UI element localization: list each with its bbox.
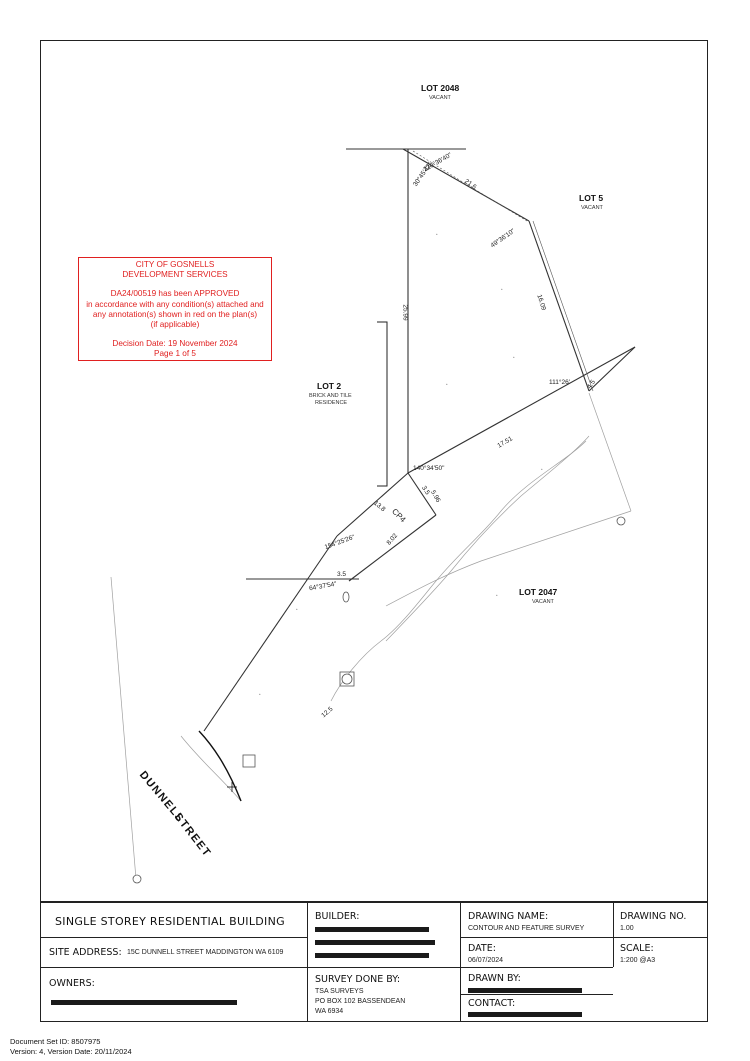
street-name-street: STREET [171,811,214,860]
drawing-name-value: CONTOUR AND FEATURE SURVEY [468,925,585,932]
site-address-value: 15C DUNNELL STREET MADDINGTON WA 6109 [127,949,284,956]
lot2-bracket [377,322,387,486]
stamp-line: Decision Date: 19 November 2024 [112,339,238,349]
document-footer [10,1037,132,1057]
drawn-by-label: DRAWN BY: [468,973,521,984]
owners-cell [41,967,307,1022]
dim-label: 111°26' [549,379,570,386]
dim-label: 140°34'50" [413,465,445,472]
dim-label: 21.6 [463,178,478,191]
spot-level: • [446,382,448,387]
setback-line-west [111,577,136,879]
stamp-line: CITY OF GOSNELLS [135,260,215,269]
date-value: 06/07/2024 [468,957,504,964]
scale-cell [613,937,707,967]
lot-2-sub1: BRICK AND TILE [309,393,352,399]
stamp-line: any annotation(s) shown in red on the plan(s) [92,309,258,319]
contour-line-1 [331,441,586,701]
title-block [41,901,707,1022]
dim-label: 3.5 [337,571,347,578]
stamp-line: in accordance with any condition(s) attached and [86,299,264,309]
contact-cell [460,994,613,1022]
dim-label: 64°37'54" [308,580,338,593]
drawing-no-value: 1.00 [620,925,634,932]
scale-label: SCALE: [620,943,654,954]
survey-line1: TSA SURVEYS [315,988,364,995]
scale-value: 1:200 @A3 [620,957,656,964]
builder-label: BUILDER: [315,911,360,922]
boundary-cp4-east [349,515,436,581]
date-label: DATE: [468,943,496,954]
survey-cell [307,967,460,1022]
spot-level: • [513,355,515,360]
dim-label: 30°45'42" [412,161,434,188]
lot-2048-sub: VACANT [429,95,451,101]
dim-label: 154°25'26" [323,533,356,552]
street-name-dunnell: DUNNELL [136,769,187,826]
dim-label: 8.02 [385,532,400,547]
approval-stamp [78,257,272,361]
redacted-builder-2 [315,940,435,945]
dim-label: 13.8 [372,499,387,514]
survey-label: SURVEY DONE BY: [315,974,401,985]
dim-label: 3.5 [420,484,431,497]
lot-2-sub2: RESIDENCE [315,400,348,406]
dim-label: 12.5 [320,705,335,720]
redacted-builder-3 [315,953,429,958]
fence-east [589,393,631,511]
lot-5-sub: VACANT [581,205,603,211]
dim-label: 220°36'40" [422,151,454,174]
drawing-no-label: DRAWING NO. [620,911,687,922]
dim-label: 17.51 [496,435,514,450]
redacted-owner [51,1000,237,1005]
dim-label: 4.5 [586,378,597,391]
lot-2047-sub: VACANT [532,599,554,605]
dim-label: 49°36'10" [489,227,517,250]
dim-label: 25.99 [401,304,409,321]
redacted-drawn-by [468,988,582,993]
drawing-sheet [40,40,708,1022]
drawing-no-cell [613,902,707,937]
survey-line2: PO BOX 102 BASSENDEAN [315,998,406,1005]
stamp-line: DA24/00519 has been APPROVED [110,289,240,299]
drawing-name-label: DRAWING NAME: [468,911,549,922]
spot-level: • [296,607,298,612]
lot-5-title: LOT 5 [579,193,604,203]
spot-level: • [541,467,543,472]
footer-version: Version: 4, Version Date: 20/11/2024 [10,1047,132,1056]
stamp-line: Page 1 of 5 [154,349,196,359]
redacted-contact [468,1012,582,1017]
dim-label: 5.96 [429,489,442,504]
spot-level: • [496,593,498,598]
owners-label: OWNERS: [49,978,95,989]
drawn-by-cell [460,967,613,994]
pit-circle [342,674,352,684]
project-title: SINGLE STOREY RESIDENTIAL BUILDING [55,915,285,928]
project-cell [41,902,307,937]
access-leg [204,577,309,731]
footer-doc-id: Document Set ID: 8507975 [10,1037,101,1046]
builder-cell [307,902,460,967]
date-cell [460,937,613,967]
lot-2048-title: LOT 2048 [421,83,460,93]
peg-circle [133,875,141,883]
contact-label: CONTACT: [468,998,516,1009]
lot-2047-title: LOT 2047 [519,587,558,597]
redacted-builder-1 [315,927,429,932]
street-kerb [199,731,241,801]
stamp-line: (if applicable) [150,320,200,330]
dim-label: 16.09 [535,293,547,312]
lot-2-title: LOT 2 [317,381,342,391]
spot-level: • [501,287,503,292]
service-pit [243,755,255,767]
boundary-south-diagonal [408,347,635,473]
drawing-name-cell [460,902,613,937]
tree-symbol [343,592,349,602]
spot-level: • [436,232,438,237]
spot-level: • [259,692,261,697]
stamp-line: DEVELOPMENT SERVICES [122,270,228,280]
site-address-label: SITE ADDRESS: [49,947,122,958]
site-address-cell [41,937,307,967]
cp4-label: CP4 [390,506,408,525]
corner-peg [617,517,625,525]
survey-line3: WA 6934 [315,1008,344,1015]
